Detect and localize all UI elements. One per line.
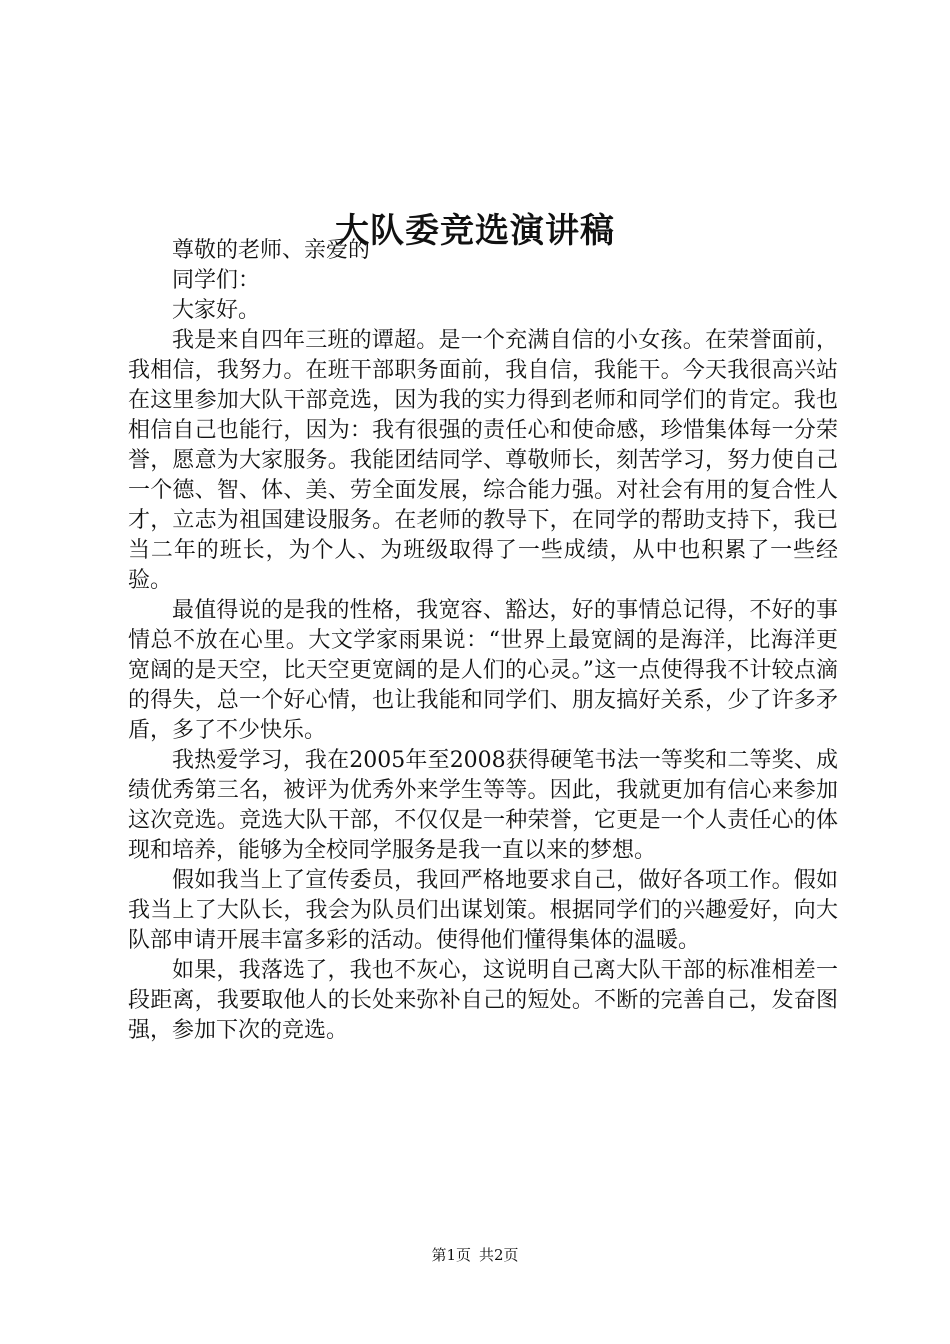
greeting-line: 尊敬的老师、亲爱的 [172,238,371,263]
page-title: 大队委竞选演讲稿 [335,210,615,251]
paragraph: 我是来自四年三班的谭超。是一个充满自信的小女孩。在荣誉面前，我相信，我努力。在班干部职务面前，我自信，我能干。今天我很高兴站在这里参加大队干部竞选，因为我的实力得到老师和同学们的肯定。我也相信自己也能行，因为：我有很强的责任心和使命感，珍惜集体每一分荣誉，愿意为大家服务。我能团结同学、尊敬师长，刻苦学习，努力使自己一个德、智、体、美、劳全面发展，综合能力强。对社会有用的复合性人才，立志为祖国建设服务。在老师的教导下，在同学的帮助支持下，我已当二年的班长，为个人、为班级取得了一些成绩，从中也积累了一些经验。 [128,328,838,593]
paragraph: 最值得说的是我的性格，我宽容、豁达，好的事情总记得，不好的事情总不放在心里。大文学家雨果说：“世界上最宽阔的是海洋，比海洋更宽阔的是天空，比天空更宽阔的是人们的心灵。”这一点使得我不计较点滴的得失，总一个好心情，也让我能和同学们、朋友搞好关系，少了许多矛盾，多了不少快乐。 [128,598,838,743]
greeting-line: 大家好。 [172,298,261,323]
page-footer [0,1245,950,1265]
paragraph: 假如我当上了宣传委员，我回严格地要求自己，做好各项工作。假如我当上了大队长，我会为队员们出谋划策。根据同学们的兴趣爱好，向大队部申请开展丰富多彩的活动。使得他们懂得集体的温暖。 [128,868,838,953]
greeting-line: 同学们： [172,268,261,293]
page-number: 第1页 [431,1246,471,1264]
page-total: 共2页 [479,1246,519,1264]
paragraph: 我热爱学习，我在2005年至2008获得硬笔书法一等奖和二等奖、成绩优秀第三名，被评为优秀外来学生等等。因此，我就更加有信心来参加这次竞选。竞选大队干部，不仅仅是一种荣誉，它更是一个人责任心的体现和培养，能够为全校同学服务是我一直以来的梦想。 [128,748,838,863]
paragraph: 如果，我落选了，我也不灰心，这说明自己离大队干部的标准相差一段距离，我要取他人的长处来弥补自己的短处。不断的完善自己，发奋图强，参加下次的竞选。 [128,958,838,1043]
document-body [128,236,838,1046]
